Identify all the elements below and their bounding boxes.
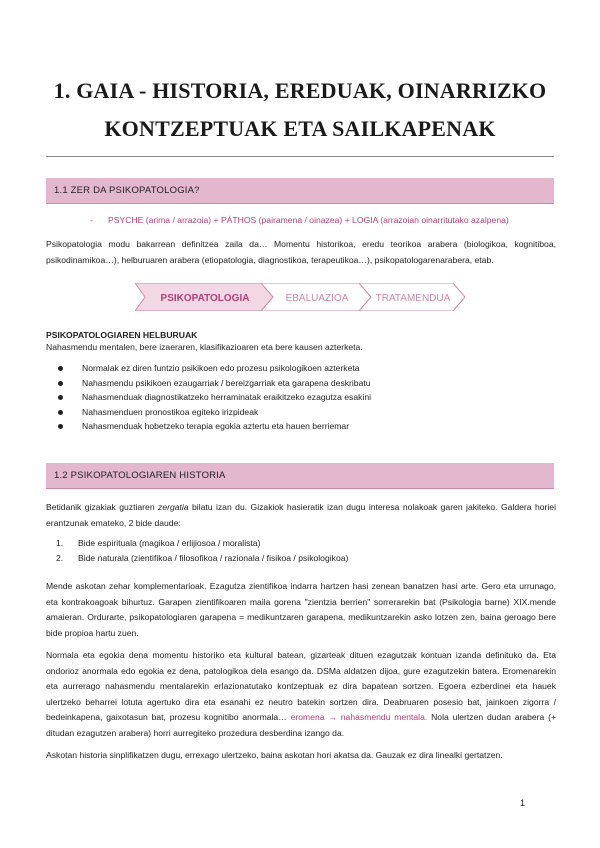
history-p1-italic: zergatia bbox=[158, 502, 189, 512]
title-divider bbox=[46, 156, 554, 157]
bullet-dot bbox=[58, 381, 63, 386]
etymology-line bbox=[90, 215, 509, 225]
list-item-text: Bide espirituala (magikoa / erlijiosoa / moralista) bbox=[78, 538, 261, 548]
section-heading-1-2-text: 1.2 PSIKOPATOLOGIAREN HISTORIA bbox=[54, 470, 226, 481]
flow-step-1-label: PSIKOPATOLOGIA bbox=[160, 293, 250, 304]
history-paragraph-1 bbox=[46, 500, 556, 531]
list-item-number: 1. bbox=[56, 538, 64, 548]
list-item-text: Bide naturala (zientifikoa / filosofikoa / razionala / fisikoa / psikologikoa) bbox=[78, 552, 349, 563]
list-item-text: Nahasmenduen pronostikoa egiteko irizpideak bbox=[82, 406, 259, 417]
list-item-number: 2. bbox=[56, 552, 64, 563]
title-line-1: 1. GAIA - HISTORIA, EREDUAK, OINARRIZKO bbox=[53, 78, 547, 103]
bullet-dot bbox=[58, 366, 63, 371]
history-paragraph-2: Mende askotan zehar komplementarioak. Ezagutza zientifikoa indarra hartzen hasi zenean banatzen hasi arte. Gero eta urrunago, eta kontrakoagoak bihurtuz. Garapen zientifikoaren maila gorena "zientzia berrien" sorrerarekin bat (Psikologia barne) XIX.mende amaieran. Ordurarte, psikopatologiaren garapena = medikuntzaren garapena, medikuntzarekin asko lotzen zen, baina geroago bere bide propioa hartu zuen. bbox=[46, 581, 556, 638]
history-paragraph-3 bbox=[46, 648, 556, 741]
list-item bbox=[56, 536, 348, 551]
intro-paragraph: Psikopatologia modu bakarrean definitzea zaila da… Momentu historikoa, eredu teorikoa arabera (biologikoa, kognitiboa, psikodinamikoa…), helburuaren arabera (etiopatologia, diagnostikoa, terapeutikoa…), psikopatologarenarabera, etab. bbox=[46, 239, 556, 265]
list-item-text: Nahasmenduak hobetzeko terapia egokia aztertu eta hauen berriemar bbox=[82, 421, 350, 432]
list-item bbox=[56, 405, 371, 420]
list-item-text: Nahasmendu psikikoen ezaugarriak / bereizgarriak eta garapena deskribatu bbox=[82, 377, 371, 388]
history-p3-end: Nola ulertzen dudan arabera (+ ditudan ezagutzen arabera) horri aurregiteko prozedura desberdina izango da. bbox=[46, 712, 557, 738]
section-heading-1-1 bbox=[46, 178, 554, 204]
etymology-dash: - bbox=[90, 215, 93, 225]
bullet-dot bbox=[58, 410, 63, 415]
flow-step-2-label: EBALUAZIOA bbox=[285, 293, 349, 304]
list-item bbox=[56, 361, 371, 376]
title-line-2: KONTZEPTUAK ETA SAILKAPENAK bbox=[104, 116, 496, 141]
page-title bbox=[40, 72, 560, 148]
page-number: 1 bbox=[520, 798, 526, 808]
process-flow-diagram bbox=[135, 283, 465, 311]
history-p3-main: Normala eta egokia dena momentu historiko eta kultural batean, gizarteak dituen ezagutzak kontuan izanda definituko da. Eta ondorioz anormala edo egokia ez dena, patologikoa dela esango da. DSMa aldatzen dijoa, gure ezagutzekin batera. Eromenarekin eta aurrerago nahasmendu mentalarekin erlazionatutako kontzeptuak ez dira bapatean sortzen. Egoera ezberdinei eta hauek ulertzeko beharrei lotuta agertuko dira eta esanahi ez neutro batekin sortzen dira. Deabruaren posesio bat, jainkoen zigorra / bedeinkapena, gaixotasun bat, prozesu kognitibo anormala… bbox=[46, 650, 556, 722]
history-paragraph-4: Askotan historia sinplifikatzen dugu, errexago ulertzeko, baina askotan hori akatsa da. Gauzak ez dira linealki gertatzen. bbox=[46, 750, 503, 760]
history-p1-end: bilatu izan du. Gizakiok hasieratik izan dugu interesa nolakoak garen jakiteko. Galdera horiei erantzunak emateko, 2 bide daude: bbox=[46, 502, 556, 528]
goals-heading: PSIKOPATOLOGIAREN HELBURUAK bbox=[46, 330, 198, 340]
list-item-text: Normalak ez diren funtzio psikikoen edo prozesu psikologikoen azterketa bbox=[82, 363, 360, 373]
etymology-text: PSYCHE (arima / arrazoia) + PÁTHOS (pairamena / oinazea) + LOGIA (arrazoian oinarritutako azalpena) bbox=[108, 215, 509, 225]
section-heading-1-1-text: 1.1 ZER DA PSIKOPATOLOGIA? bbox=[54, 185, 200, 196]
paths-list bbox=[56, 536, 348, 566]
list-item bbox=[56, 390, 371, 405]
list-item bbox=[56, 551, 348, 566]
list-item bbox=[56, 419, 371, 434]
list-item-text: Nahasmenduak diagnostikatzeko herraminatak eraikitzeko ezagutza esakini bbox=[82, 392, 372, 403]
list-item bbox=[56, 376, 371, 391]
section-heading-1-2 bbox=[46, 463, 554, 489]
goals-list bbox=[56, 361, 371, 434]
bullet-dot bbox=[58, 395, 63, 400]
flow-step-3-label: TRATAMENDUA bbox=[375, 293, 451, 304]
history-p1-start: Betidanik gizakiak guztiaren bbox=[46, 502, 159, 512]
bullet-dot bbox=[58, 424, 63, 429]
goals-intro: Nahasmendu mentalen, bere izaeraren, klasifikazioaren eta bere kausen azterketa. bbox=[46, 342, 363, 352]
history-p3-highlight: eromena → nahasmendu mentala. bbox=[290, 712, 428, 722]
